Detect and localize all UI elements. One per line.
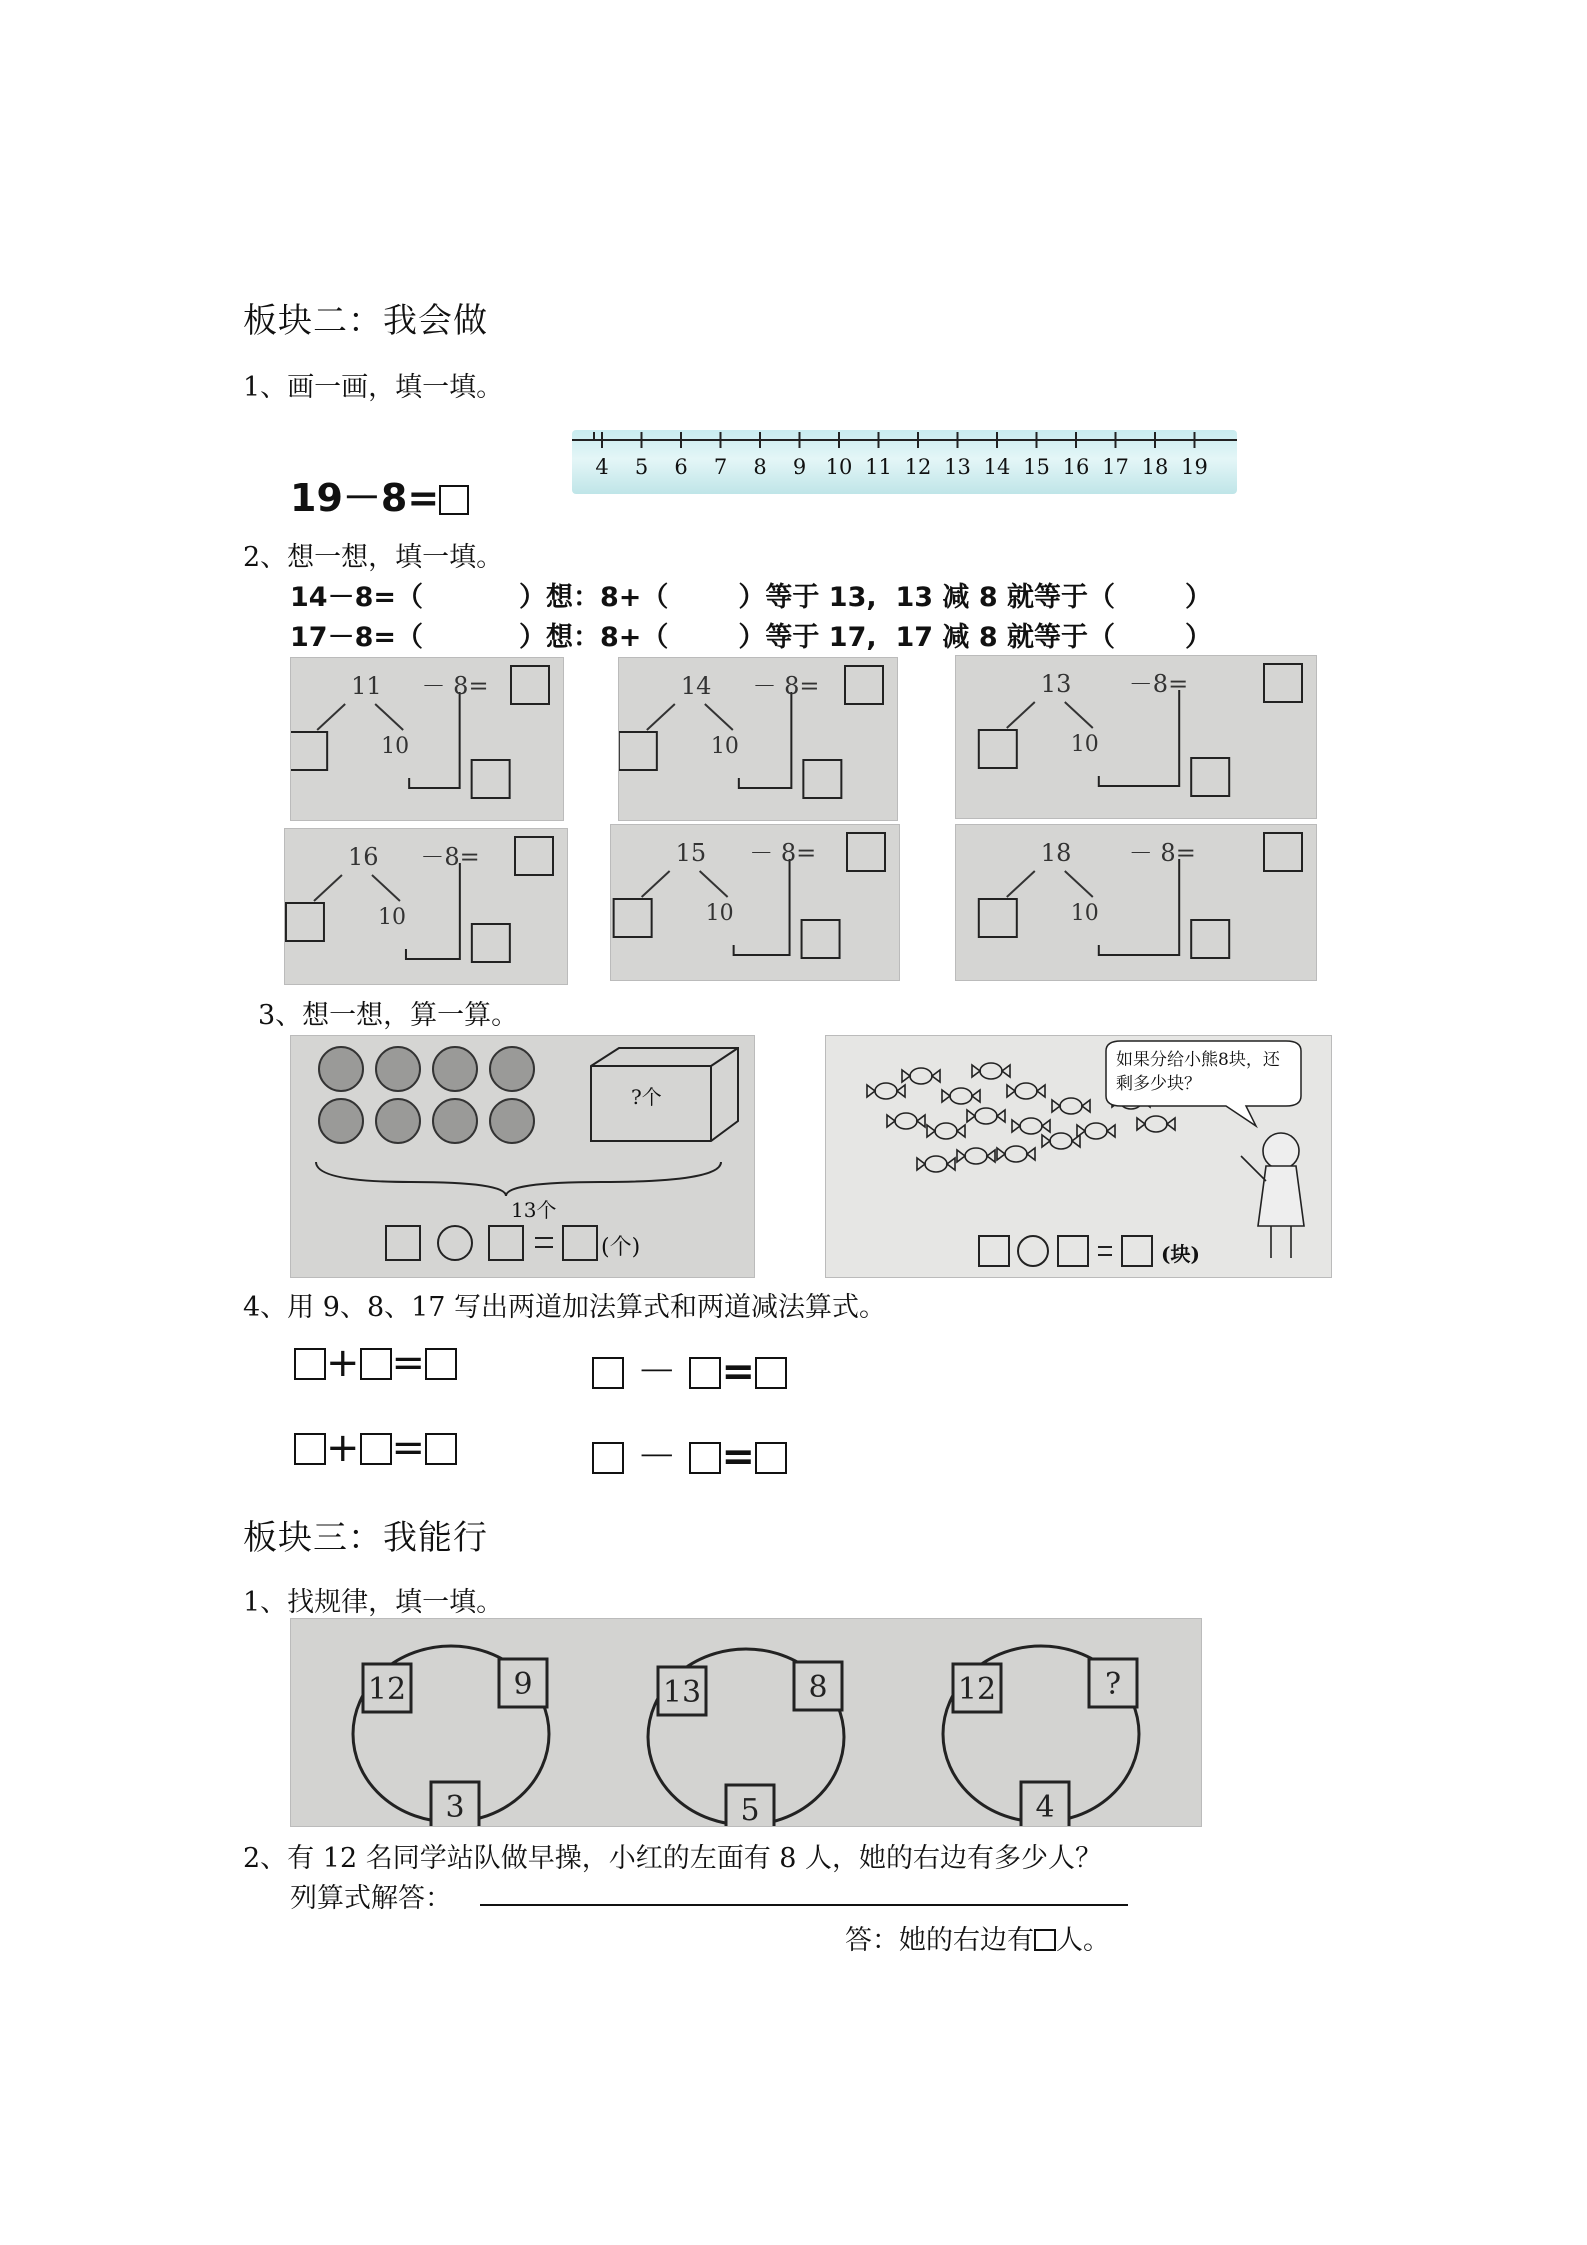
question-label: 3、想一想，算一算。 (258, 1000, 519, 1031)
fill-text: 17－8=（ (290, 622, 423, 653)
candy-icon (1042, 1135, 1080, 1147)
operator: － 8= (749, 839, 817, 867)
ruler-number: 13 (944, 455, 971, 479)
answer-box[interactable] (689, 1442, 721, 1474)
fill-line-2 (290, 615, 1212, 654)
minus-sign: － (636, 1434, 677, 1480)
minuend: 13 (1040, 670, 1072, 698)
answer-box[interactable] (689, 1357, 721, 1389)
answer-box[interactable] (286, 903, 324, 941)
decomposition-panel (955, 655, 1317, 819)
ten-label: 10 (710, 734, 739, 759)
ruler-number: 8 (753, 455, 767, 479)
plus-sign: + (326, 1340, 360, 1386)
candy-icon (935, 1123, 957, 1139)
number-value: ? (1104, 1667, 1122, 1702)
answer-box[interactable] (1034, 1929, 1056, 1951)
decomposition-panel (284, 828, 568, 985)
answer-box[interactable] (592, 1357, 624, 1389)
pattern-picture (290, 1618, 1202, 1827)
answer-box[interactable] (425, 1433, 457, 1465)
answer-box[interactable] (472, 924, 510, 962)
fill-text: ） (1185, 622, 1213, 653)
section-title: 板块二：我会做 (243, 301, 488, 341)
fill-text: 17 减 8 就等于（ (895, 622, 1116, 653)
ruler-number: 7 (713, 455, 728, 479)
decomposition-panel (610, 824, 900, 981)
answer-box[interactable] (291, 732, 327, 770)
ten-label: 10 (381, 734, 410, 759)
answer-box[interactable] (845, 666, 883, 704)
answer-box[interactable] (614, 899, 652, 937)
candy-icon (1020, 1118, 1042, 1134)
number-value: 8 (808, 1670, 828, 1705)
ten-label: 10 (377, 905, 406, 930)
answer-box[interactable] (425, 1348, 457, 1380)
candy-icon (1050, 1133, 1072, 1149)
answer-box[interactable] (294, 1348, 326, 1380)
subtraction-equation (592, 1425, 787, 1482)
candy-icon (1137, 1118, 1175, 1130)
section-title: 板块三：我能行 (243, 1518, 488, 1558)
speech-bubble: 如果分给小熊8块，还剩多少块？ (1116, 1050, 1280, 1094)
number-value: 13 (662, 1675, 702, 1710)
candy-icon (967, 1110, 1005, 1122)
answer-box[interactable] (1191, 758, 1229, 796)
answer-box[interactable] (755, 1442, 787, 1474)
operator: － 8= (421, 672, 489, 700)
answer-box[interactable] (360, 1433, 392, 1465)
answer-box[interactable] (847, 833, 885, 871)
answer-box[interactable] (439, 485, 469, 515)
ruler-number: 12 (904, 455, 932, 479)
question-label: 1、找规律，填一填。 (243, 1587, 504, 1618)
plus-sign: + (326, 1425, 360, 1471)
answer-box[interactable] (472, 760, 510, 798)
answer-box[interactable] (755, 1357, 787, 1389)
candy-icon (975, 1108, 997, 1124)
total-label: 13个 (511, 1198, 557, 1222)
minuend: 15 (675, 839, 707, 867)
candy-icon (895, 1113, 917, 1129)
question-label: 1、画一画，填一填。 (243, 372, 504, 403)
number-value: 12 (957, 1672, 997, 1707)
ten-label: 10 (705, 901, 734, 926)
fill-text: ） (1185, 582, 1213, 613)
operator: － 8= (1128, 839, 1196, 867)
number-value: 5 (740, 1793, 760, 1826)
candy-icon (950, 1088, 972, 1104)
addition-equation (294, 1425, 457, 1471)
number-value: 4 (1035, 1790, 1055, 1825)
ruler-number: 17 (1102, 455, 1129, 479)
candy-icon (917, 1158, 955, 1170)
fill-text: ）等于 17, (738, 622, 877, 653)
decomposition-panel (955, 824, 1317, 981)
candy-icon (1005, 1146, 1027, 1162)
answer-box[interactable] (360, 1348, 392, 1380)
candy-icon (1085, 1123, 1107, 1139)
candy-icon (942, 1090, 980, 1102)
minuend: 16 (347, 843, 379, 871)
operator: －8= (420, 843, 480, 871)
fill-text: 13 减 8 就等于（ (895, 582, 1116, 613)
candy-icon (887, 1115, 925, 1127)
fill-text: ）等于 13, (738, 582, 877, 613)
number-value: 3 (445, 1790, 465, 1825)
decomposition-panel (290, 657, 564, 821)
subtraction-equation (592, 1340, 787, 1397)
answer-sentence (845, 1918, 1110, 1957)
candy-icon (997, 1148, 1035, 1160)
candy-icon (927, 1125, 965, 1137)
candy-icon (957, 1150, 995, 1162)
ruler-number: 9 (792, 455, 807, 479)
ruler-number: 10 (825, 455, 853, 479)
equals-sign: = (391, 1340, 426, 1386)
ruler-number: 16 (1062, 455, 1090, 479)
answer-line[interactable] (480, 1904, 1128, 1906)
minuend: 18 (1040, 839, 1072, 867)
candy-icon (925, 1156, 947, 1172)
candy-icon (1145, 1116, 1167, 1132)
number-value: 12 (367, 1672, 407, 1707)
operator: － 8= (752, 672, 820, 700)
candy-icon (910, 1068, 932, 1084)
fill-line-1 (290, 575, 1212, 614)
ruler-number: 15 (1023, 455, 1050, 479)
ruler-number: 4 (595, 455, 609, 479)
number-value: 9 (513, 1667, 533, 1702)
equals-sign: = (721, 1434, 755, 1480)
candy-icon (1012, 1120, 1050, 1132)
unit-label: (个) (601, 1235, 641, 1260)
answer-box[interactable] (803, 760, 841, 798)
answer-box[interactable] (1264, 833, 1302, 871)
candy-icon (1052, 1100, 1090, 1112)
ruler-number: 19 (1181, 455, 1208, 479)
solution-prompt: 列算式解答： (290, 1883, 452, 1914)
fill-text: ）想：8+（ (518, 582, 669, 613)
fill-text: 14－8=（ (290, 582, 423, 613)
candy-icon (1077, 1125, 1115, 1137)
answer-box[interactable] (515, 837, 553, 875)
answer-text: 答：她的右边有 (845, 1925, 1034, 1956)
ten-label: 10 (1070, 732, 1099, 757)
candy-icon (972, 1065, 1010, 1077)
question-label: 4、用 9、8、17 写出两道加法算式和两道减法算式。 (243, 1292, 887, 1323)
candy-icon (875, 1083, 897, 1099)
ruler-number: 6 (674, 455, 688, 479)
candy-icon (980, 1063, 1002, 1079)
ten-label: 10 (1070, 901, 1099, 926)
answer-box[interactable] (802, 920, 840, 958)
ruler-number: 11 (865, 455, 892, 479)
ruler-number: 18 (1141, 455, 1169, 479)
fruit-box-picture (290, 1035, 755, 1278)
answer-box[interactable] (511, 666, 549, 704)
answer-box[interactable] (979, 899, 1017, 937)
minus-sign: － (636, 1349, 677, 1395)
box-label: ?个 (631, 1085, 662, 1109)
decomposition-panel (618, 657, 898, 821)
answer-box[interactable] (1264, 664, 1302, 702)
fill-text: ）想：8+（ (518, 622, 669, 653)
candy-icon (1015, 1083, 1037, 1099)
answer-box[interactable] (1191, 920, 1229, 958)
minuend: 11 (351, 672, 382, 700)
number-ruler (572, 430, 1237, 494)
unit-label: (块) (1161, 1242, 1200, 1266)
answer-box[interactable] (619, 732, 657, 770)
answer-box[interactable] (294, 1433, 326, 1465)
equation (290, 467, 469, 522)
candy-icon (1007, 1085, 1045, 1097)
question-label: 2、有 12 名同学站队做早操，小红的左面有 8 人，她的右边有多少人？ (243, 1843, 1103, 1874)
answer-box[interactable] (979, 730, 1017, 768)
candy-picture (825, 1035, 1332, 1278)
answer-box[interactable] (592, 1442, 624, 1474)
ruler-number: 14 (983, 455, 1011, 479)
ruler-number: 5 (634, 455, 649, 479)
answer-text: 人。 (1056, 1925, 1110, 1956)
candy-icon (867, 1085, 905, 1097)
equals-sign: = (721, 1349, 755, 1395)
addition-equation (294, 1340, 457, 1386)
equals-sign: = (391, 1425, 426, 1471)
question-label: 2、想一想，填一填。 (243, 542, 504, 573)
minuend: 14 (680, 672, 712, 700)
candy-icon (965, 1148, 987, 1164)
operator: －8= (1128, 670, 1189, 698)
equation-text: 19－8= (290, 476, 440, 520)
candy-icon (902, 1070, 940, 1082)
ruler-ticks (572, 430, 1237, 494)
candy-icon (1060, 1098, 1082, 1114)
